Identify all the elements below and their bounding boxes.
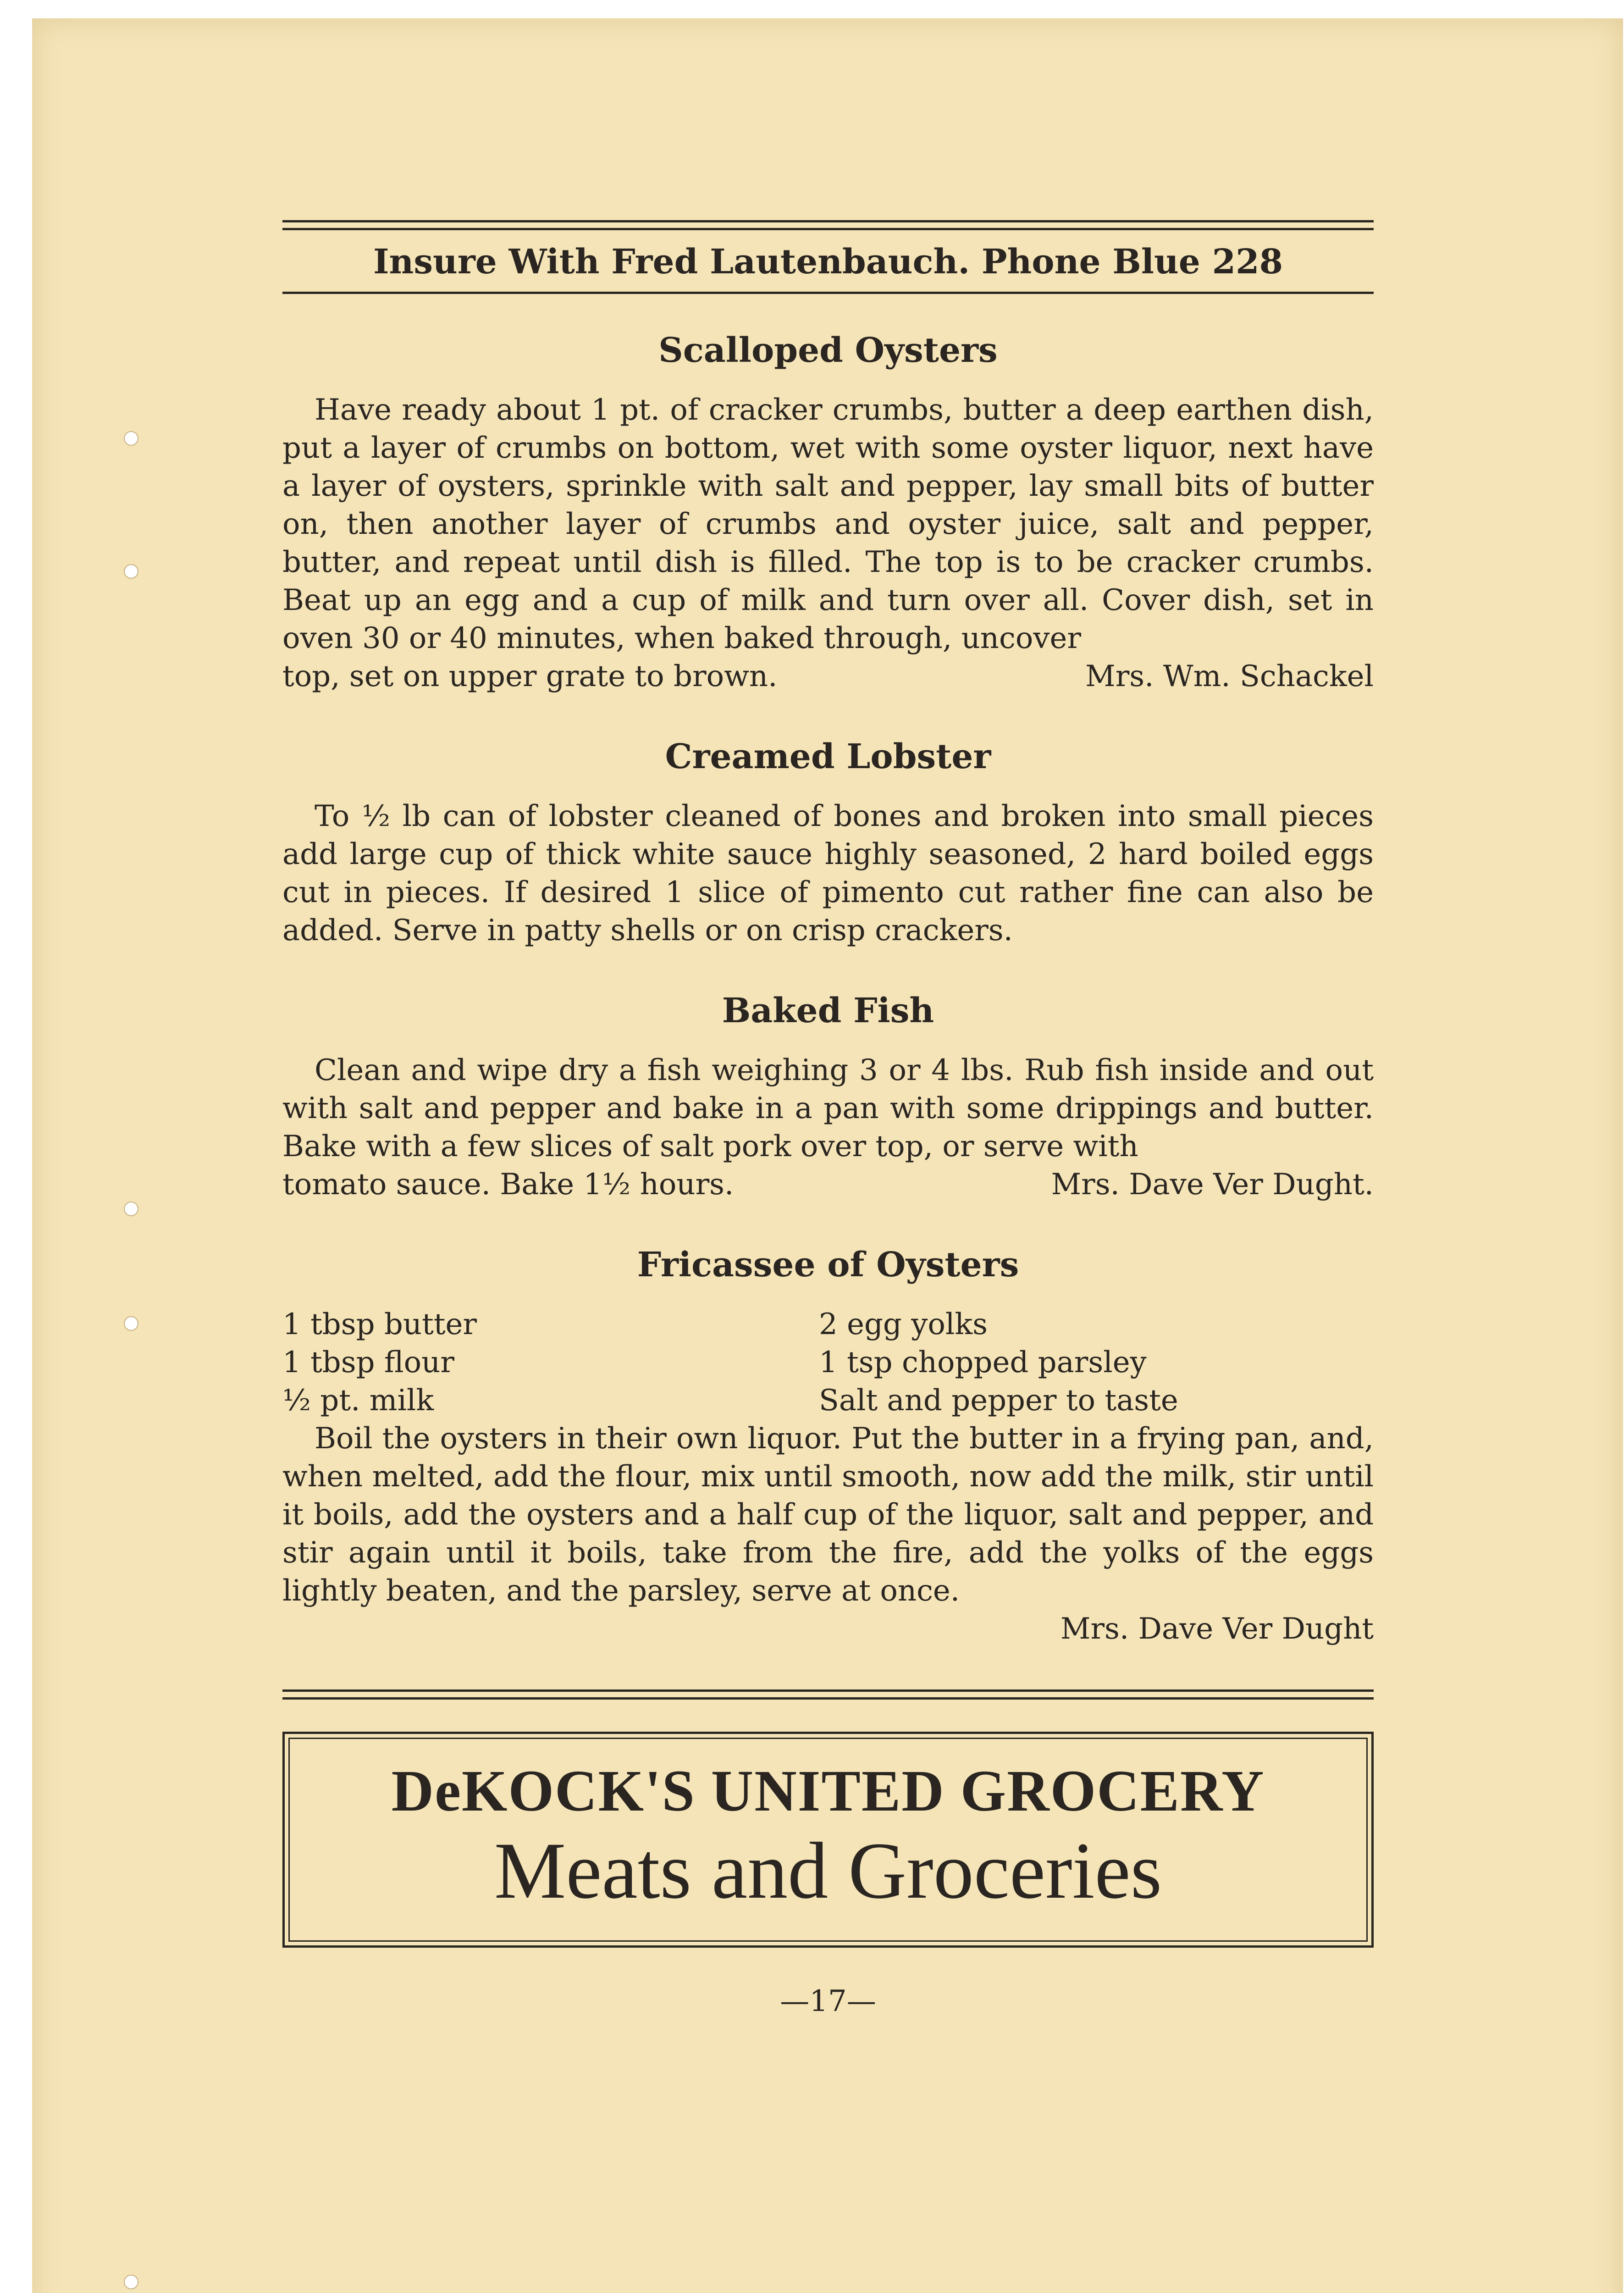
punch-hole [124,1202,138,1216]
recipe-signature: Mrs. Dave Ver Dught [1060,1612,1374,1646]
page-number: —17— [780,1984,876,2018]
ad-rule [282,1689,1374,1700]
advertisement-box [282,1732,1374,1948]
recipe-last-line [282,658,1374,696]
punch-hole [124,431,138,446]
ad-store-name: DeKOCK'S UNITED GROCERY [391,1758,1265,1823]
recipe-scalloped-oysters [282,331,1374,696]
recipe-body-end: tomato sauce. Bake 1½ hours. [282,1168,734,1202]
ingredient-item: 1 tsp chopped parsley [819,1346,1147,1379]
punch-hole [124,564,138,579]
ingredient-item: ½ pt. milk [282,1384,434,1418]
page-header: Insure With Fred Lautenbauch. Phone Blue 228 [373,242,1283,282]
recipe-body-end: top, set on upper grate to brown. [282,659,778,693]
ingredient-item: 1 tbsp butter [282,1307,477,1341]
ingredient-item: Salt and pepper to taste [819,1384,1178,1418]
recipe-body: Have ready about 1 pt. of cracker crumbs, butter a deep earthen dish, put a layer of crumbs on bottom, wet with some oyster liquor, next have a layer of oysters, sprinkle with salt and pepper, lay small bits of butter on, then another layer of crumbs and oyster juice, salt and pepper, butter, and repeat until dish is filled. The top is to be cracker crumbs. Beat up an egg and a cup of milk and turn over all. Cover dish, set in oven 30 or 40 minutes, when baked through, uncover [282,393,1374,655]
punch-hole [124,1316,138,1331]
recipe-body: To ½ lb can of lobster cleaned of bones and broken into small pieces add large cup of thick white sauce highly seasoned, 2 hard boiled eggs cut in pieces. If desired 1 slice of pimento cut rather fine can also be added. Serve in patty shells or on crisp crackers. [282,799,1374,947]
page-content [282,220,1374,2018]
ingredient-item: 2 egg yolks [819,1307,988,1341]
recipe-last-line [282,1166,1374,1204]
recipe-title: Fricassee of Oysters [637,1245,1019,1285]
recipe-fricassee-of-oysters [282,1245,1374,1648]
recipe-title: Baked Fish [722,991,934,1030]
header-rule-top [282,220,1374,230]
recipe-body: Clean and wipe dry a fish weighing 3 or 4 lbs. Rub fish inside and out with salt and pepper and bake in a pan with some drippings and butter. Bake with a few slices of salt pork over top, or serve with [282,1053,1374,1163]
recipe-signature: Mrs. Wm. Schackel [1085,659,1374,693]
recipe-title: Creamed Lobster [665,737,991,776]
recipe-signature: Mrs. Dave Ver Dught. [1051,1168,1374,1202]
recipe-body: Boil the oysters in their own liquor. Put the butter in a frying pan, and, when melted, add the flour, mix until smooth, now add the milk, stir until it boils, add the oysters and a half cup of the liquor, salt and pepper, and stir again until it boils, take from the fire, add the yolks of the eggs lightly beaten, and the parsley, serve at once. [282,1422,1374,1608]
ingredient-list [282,1306,1374,1420]
ad-tagline: Meats and Groceries [494,1826,1162,1916]
advertisement [288,1738,1368,1942]
recipe-title: Scalloped Oysters [658,331,998,370]
punch-hole [124,2275,138,2289]
recipe-baked-fish [282,991,1374,1204]
ingredient-item: 1 tbsp flour [282,1346,454,1379]
recipe-creamed-lobster [282,737,1374,950]
header-rule-bottom [282,292,1374,294]
